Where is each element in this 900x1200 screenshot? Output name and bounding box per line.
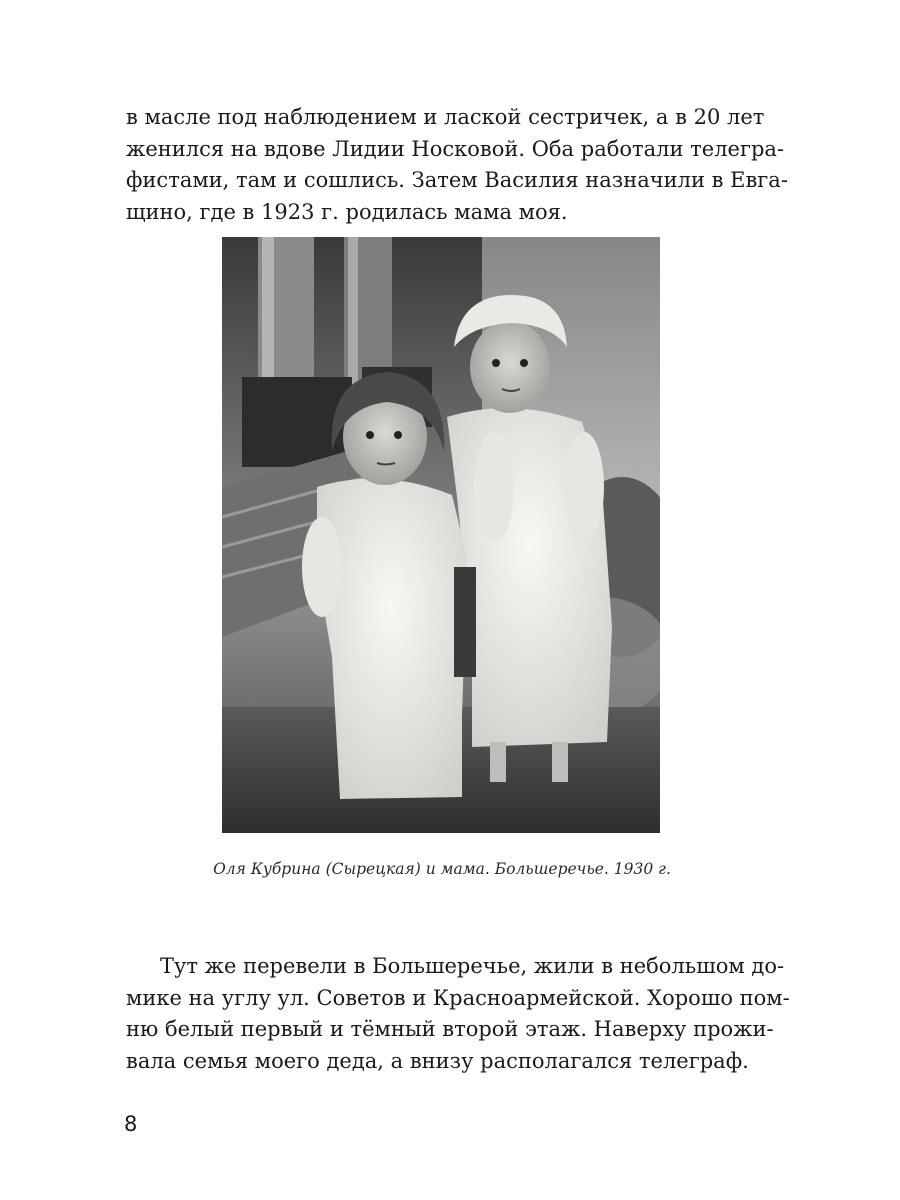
paragraph-line: щино, где в 1923 г. родилась мама моя. xyxy=(126,199,568,224)
paragraph-1 xyxy=(126,102,788,228)
photo-illustration xyxy=(222,237,660,833)
paragraph-line: женился на вдове Лидии Носковой. Оба работали телегра- xyxy=(126,136,785,161)
paragraph-line: фистами, там и сошлись. Затем Василия назначили в Евга- xyxy=(126,168,788,192)
paragraph-line: Тут же перевели в Большеречье, жили в небольшом до- xyxy=(160,954,785,978)
archival-photo xyxy=(222,237,660,833)
paragraph-line: в масле под наблюдением и лаской сестричек, а в 20 лет xyxy=(126,105,765,129)
paragraph-2 xyxy=(126,951,790,1077)
paragraph-line: мике на углу ул. Советов и Красноармейской. Хорошо пом- xyxy=(126,985,790,1010)
page-number: 8 xyxy=(124,1112,138,1136)
photo-caption: Оля Кубрина (Сырецкая) и мама. Большеречье. 1930 г. xyxy=(213,860,671,878)
paragraph-line: ню белый первый и тёмный второй этаж. Наверху прожи- xyxy=(126,1017,774,1041)
paragraph-line: вала семья моего деда, а внизу располагался телеграф. xyxy=(126,1048,749,1073)
